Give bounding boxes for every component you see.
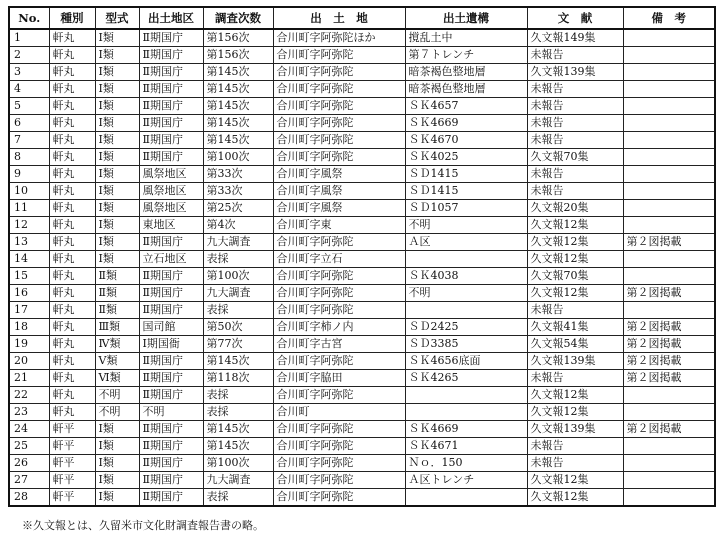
cell-remarks — [623, 81, 715, 98]
cell-reference: 未報告 — [527, 81, 623, 98]
cell-reference: 未報告 — [527, 47, 623, 64]
cell-district: Ⅱ期国庁 — [139, 421, 203, 438]
cell-survey: 九大調査 — [203, 234, 273, 251]
cell-kind: 軒丸 — [49, 268, 95, 285]
cell-remarks — [623, 489, 715, 507]
cell-no: 19 — [9, 336, 49, 353]
cell-remarks: 第２図掲載 — [623, 285, 715, 302]
cell-kind: 軒丸 — [49, 251, 95, 268]
cell-reference: 久文報139集 — [527, 421, 623, 438]
cell-kind: 軒丸 — [49, 336, 95, 353]
cell-reference: 未報告 — [527, 455, 623, 472]
cell-survey: 第100次 — [203, 149, 273, 166]
cell-type: Ⅱ類 — [95, 302, 139, 319]
cell-location: 合川町字阿弥陀 — [273, 115, 405, 132]
cell-feature: ＳＫ4025 — [405, 149, 527, 166]
cell-location: 合川町字阿弥陀 — [273, 81, 405, 98]
table-row — [9, 200, 715, 217]
cell-remarks — [623, 166, 715, 183]
cell-kind: 軒丸 — [49, 132, 95, 149]
cell-reference: 久文報70集 — [527, 149, 623, 166]
cell-type: Ⅰ類 — [95, 149, 139, 166]
table-row — [9, 251, 715, 268]
cell-reference: 未報告 — [527, 166, 623, 183]
cell-survey: 第145次 — [203, 81, 273, 98]
cell-district: Ⅱ期国庁 — [139, 98, 203, 115]
cell-district: Ⅱ期国庁 — [139, 438, 203, 455]
cell-kind: 軒丸 — [49, 29, 95, 47]
cell-reference: 未報告 — [527, 302, 623, 319]
cell-no: 1 — [9, 29, 49, 47]
cell-feature: ＳＤ2425 — [405, 319, 527, 336]
cell-reference: 久文報12集 — [527, 472, 623, 489]
cell-survey: 表採 — [203, 251, 273, 268]
table-row — [9, 472, 715, 489]
header-remarks: 備 考 — [623, 7, 715, 29]
cell-remarks — [623, 47, 715, 64]
cell-feature — [405, 489, 527, 507]
cell-feature: ＳＤ3385 — [405, 336, 527, 353]
cell-no: 23 — [9, 404, 49, 421]
table-row — [9, 268, 715, 285]
cell-feature: ＳＫ4670 — [405, 132, 527, 149]
cell-kind: 軒丸 — [49, 183, 95, 200]
cell-remarks — [623, 268, 715, 285]
header-location: 出 土 地 — [273, 7, 405, 29]
cell-location: 合川町字立石 — [273, 251, 405, 268]
cell-remarks — [623, 132, 715, 149]
cell-survey: 第118次 — [203, 370, 273, 387]
table-row — [9, 98, 715, 115]
cell-kind: 軒丸 — [49, 319, 95, 336]
cell-location: 合川町字阿弥陀 — [273, 234, 405, 251]
cell-reference: 久文報12集 — [527, 251, 623, 268]
cell-district: Ⅱ期国庁 — [139, 234, 203, 251]
cell-no: 16 — [9, 285, 49, 302]
cell-survey: 表採 — [203, 387, 273, 404]
cell-kind: 軒丸 — [49, 387, 95, 404]
cell-location: 合川町字脇田 — [273, 370, 405, 387]
cell-no: 26 — [9, 455, 49, 472]
table-row — [9, 183, 715, 200]
cell-feature: ＳＫ4265 — [405, 370, 527, 387]
cell-kind: 軒丸 — [49, 47, 95, 64]
cell-feature: ＳＫ4671 — [405, 438, 527, 455]
cell-survey: 表採 — [203, 302, 273, 319]
cell-district: Ⅱ期国庁 — [139, 489, 203, 507]
cell-type: Ⅰ類 — [95, 81, 139, 98]
cell-survey: 第77次 — [203, 336, 273, 353]
cell-no: 10 — [9, 183, 49, 200]
cell-type: 不明 — [95, 387, 139, 404]
cell-feature: ＳＤ1415 — [405, 183, 527, 200]
cell-no: 20 — [9, 353, 49, 370]
cell-feature: Ａ区トレンチ — [405, 472, 527, 489]
cell-no: 5 — [9, 98, 49, 115]
table-row — [9, 64, 715, 81]
table-row — [9, 455, 715, 472]
cell-remarks — [623, 29, 715, 47]
cell-remarks — [623, 404, 715, 421]
table-row — [9, 234, 715, 251]
cell-reference: 久文報12集 — [527, 285, 623, 302]
cell-remarks — [623, 387, 715, 404]
cell-no: 25 — [9, 438, 49, 455]
cell-reference: 久文報12集 — [527, 387, 623, 404]
table-row — [9, 489, 715, 507]
cell-remarks: 第２図掲載 — [623, 234, 715, 251]
cell-type: Ⅰ類 — [95, 64, 139, 81]
cell-kind: 軒丸 — [49, 370, 95, 387]
cell-type: Ⅰ類 — [95, 200, 139, 217]
cell-type: Ⅰ類 — [95, 472, 139, 489]
cell-location: 合川町字阿弥陀 — [273, 353, 405, 370]
cell-location: 合川町字阿弥陀 — [273, 421, 405, 438]
cell-reference: 未報告 — [527, 370, 623, 387]
cell-no: 24 — [9, 421, 49, 438]
cell-no: 14 — [9, 251, 49, 268]
cell-survey: 第25次 — [203, 200, 273, 217]
cell-survey: 第100次 — [203, 268, 273, 285]
cell-survey: 第145次 — [203, 132, 273, 149]
document-page — [8, 6, 714, 532]
cell-district: Ⅱ期国庁 — [139, 268, 203, 285]
header-feature: 出土遺構 — [405, 7, 527, 29]
table-row — [9, 166, 715, 183]
cell-type: Ⅵ類 — [95, 370, 139, 387]
cell-feature — [405, 251, 527, 268]
cell-reference: 久文報41集 — [527, 319, 623, 336]
cell-district: Ⅱ期国庁 — [139, 115, 203, 132]
cell-location: 合川町字東 — [273, 217, 405, 234]
cell-feature: ＳＫ4656底面 — [405, 353, 527, 370]
cell-remarks — [623, 472, 715, 489]
cell-district: Ⅱ期国庁 — [139, 47, 203, 64]
cell-district: Ⅱ期国庁 — [139, 29, 203, 47]
cell-no: 22 — [9, 387, 49, 404]
cell-kind: 軒丸 — [49, 81, 95, 98]
cell-district: Ⅱ期国庁 — [139, 285, 203, 302]
excavation-table — [8, 6, 716, 507]
cell-kind: 軒丸 — [49, 234, 95, 251]
table-row — [9, 336, 715, 353]
cell-remarks — [623, 200, 715, 217]
cell-location: 合川町字阿弥陀 — [273, 132, 405, 149]
cell-type: Ⅲ類 — [95, 319, 139, 336]
header-no: No. — [9, 7, 49, 29]
header-kind: 種別 — [49, 7, 95, 29]
cell-feature: ＳＤ1057 — [405, 200, 527, 217]
cell-location: 合川町字阿弥陀 — [273, 472, 405, 489]
cell-kind: 軒平 — [49, 421, 95, 438]
cell-no: 6 — [9, 115, 49, 132]
header-reference: 文 献 — [527, 7, 623, 29]
cell-type: Ⅰ類 — [95, 115, 139, 132]
cell-feature: 暗茶褐色整地層 — [405, 64, 527, 81]
cell-type: Ⅰ類 — [95, 132, 139, 149]
cell-kind: 軒丸 — [49, 149, 95, 166]
cell-remarks — [623, 64, 715, 81]
cell-remarks — [623, 438, 715, 455]
cell-type: Ⅰ類 — [95, 421, 139, 438]
header-type: 型式 — [95, 7, 139, 29]
cell-feature: ＳＫ4669 — [405, 115, 527, 132]
cell-no: 4 — [9, 81, 49, 98]
cell-district: Ⅱ期国庁 — [139, 81, 203, 98]
cell-type: Ⅴ類 — [95, 353, 139, 370]
cell-kind: 軒平 — [49, 438, 95, 455]
cell-location: 合川町字阿弥陀 — [273, 285, 405, 302]
cell-no: 21 — [9, 370, 49, 387]
cell-remarks: 第２図掲載 — [623, 319, 715, 336]
cell-type: Ⅰ類 — [95, 98, 139, 115]
cell-location: 合川町字柿ノ内 — [273, 319, 405, 336]
cell-location: 合川町字阿弥陀 — [273, 387, 405, 404]
cell-reference: 未報告 — [527, 183, 623, 200]
table-row — [9, 404, 715, 421]
cell-kind: 軒丸 — [49, 166, 95, 183]
cell-location: 合川町字風祭 — [273, 166, 405, 183]
cell-kind: 軒丸 — [49, 200, 95, 217]
cell-district: 風祭地区 — [139, 166, 203, 183]
cell-feature: ＳＫ4669 — [405, 421, 527, 438]
cell-type: Ⅱ類 — [95, 285, 139, 302]
cell-district: 風祭地区 — [139, 183, 203, 200]
cell-remarks — [623, 115, 715, 132]
table-row — [9, 132, 715, 149]
cell-location: 合川町字阿弥陀 — [273, 98, 405, 115]
cell-district: Ⅱ期国庁 — [139, 353, 203, 370]
cell-district: Ⅱ期国庁 — [139, 149, 203, 166]
cell-reference: 未報告 — [527, 438, 623, 455]
cell-location: 合川町字阿弥陀 — [273, 489, 405, 507]
cell-feature: Ａ区 — [405, 234, 527, 251]
cell-reference: 未報告 — [527, 132, 623, 149]
cell-kind: 軒丸 — [49, 64, 95, 81]
cell-kind: 軒丸 — [49, 302, 95, 319]
cell-feature: ＳＫ4038 — [405, 268, 527, 285]
cell-district: Ⅱ期国庁 — [139, 370, 203, 387]
cell-type: Ⅰ類 — [95, 183, 139, 200]
table-row — [9, 81, 715, 98]
cell-no: 27 — [9, 472, 49, 489]
table-row — [9, 302, 715, 319]
cell-survey: 第145次 — [203, 115, 273, 132]
cell-type: Ⅰ類 — [95, 489, 139, 507]
cell-reference: 久文報12集 — [527, 217, 623, 234]
cell-kind: 軒丸 — [49, 404, 95, 421]
cell-survey: 第145次 — [203, 353, 273, 370]
cell-kind: 軒平 — [49, 455, 95, 472]
cell-location: 合川町字阿弥陀 — [273, 268, 405, 285]
cell-reference: 久文報70集 — [527, 268, 623, 285]
cell-type: 不明 — [95, 404, 139, 421]
cell-type: Ⅱ類 — [95, 268, 139, 285]
cell-district: 不明 — [139, 404, 203, 421]
table-row — [9, 370, 715, 387]
cell-reference: 久文報149集 — [527, 29, 623, 47]
header-survey: 調査次数 — [203, 7, 273, 29]
cell-survey: 表採 — [203, 404, 273, 421]
cell-type: Ⅰ類 — [95, 438, 139, 455]
cell-remarks — [623, 251, 715, 268]
cell-feature: 不明 — [405, 217, 527, 234]
table-row — [9, 217, 715, 234]
cell-district: Ⅰ期国衙 — [139, 336, 203, 353]
cell-location: 合川町字阿弥陀ほか — [273, 29, 405, 47]
cell-location: 合川町字阿弥陀 — [273, 302, 405, 319]
cell-no: 12 — [9, 217, 49, 234]
cell-no: 9 — [9, 166, 49, 183]
table-row — [9, 115, 715, 132]
table-row — [9, 47, 715, 64]
cell-remarks: 第２図掲載 — [623, 353, 715, 370]
cell-location: 合川町字阿弥陀 — [273, 64, 405, 81]
cell-survey: 第33次 — [203, 166, 273, 183]
cell-location: 合川町字阿弥陀 — [273, 47, 405, 64]
cell-district: Ⅱ期国庁 — [139, 472, 203, 489]
cell-district: Ⅱ期国庁 — [139, 64, 203, 81]
table-row — [9, 353, 715, 370]
table-row — [9, 387, 715, 404]
cell-district: 風祭地区 — [139, 200, 203, 217]
table-row — [9, 421, 715, 438]
cell-location: 合川町字阿弥陀 — [273, 455, 405, 472]
cell-type: Ⅰ類 — [95, 251, 139, 268]
cell-no: 3 — [9, 64, 49, 81]
cell-type: Ⅰ類 — [95, 47, 139, 64]
cell-remarks — [623, 217, 715, 234]
cell-remarks — [623, 98, 715, 115]
cell-district: Ⅱ期国庁 — [139, 302, 203, 319]
cell-survey: 九大調査 — [203, 472, 273, 489]
footnote: ※久文報とは、久留米市文化財調査報告書の略。 — [22, 519, 264, 532]
cell-kind: 軒平 — [49, 472, 95, 489]
cell-survey: 表採 — [203, 489, 273, 507]
cell-feature: 暗茶褐色整地層 — [405, 81, 527, 98]
cell-location: 合川町字阿弥陀 — [273, 438, 405, 455]
header-row — [9, 7, 715, 29]
cell-reference: 久文報12集 — [527, 234, 623, 251]
cell-survey: 第100次 — [203, 455, 273, 472]
cell-district: Ⅱ期国庁 — [139, 132, 203, 149]
cell-type: Ⅰ類 — [95, 217, 139, 234]
cell-type: Ⅰ類 — [95, 166, 139, 183]
header-district: 出土地区 — [139, 7, 203, 29]
cell-remarks — [623, 455, 715, 472]
cell-no: 13 — [9, 234, 49, 251]
cell-reference: 久文報12集 — [527, 489, 623, 507]
cell-district: Ⅱ期国庁 — [139, 455, 203, 472]
cell-feature — [405, 404, 527, 421]
cell-kind: 軒丸 — [49, 353, 95, 370]
cell-kind: 軒丸 — [49, 217, 95, 234]
cell-no: 2 — [9, 47, 49, 64]
cell-no: 18 — [9, 319, 49, 336]
cell-remarks — [623, 149, 715, 166]
cell-reference: 久文報20集 — [527, 200, 623, 217]
cell-survey: 第145次 — [203, 98, 273, 115]
cell-kind: 軒丸 — [49, 98, 95, 115]
cell-kind: 軒平 — [49, 489, 95, 507]
table-row — [9, 149, 715, 166]
cell-remarks: 第２図掲載 — [623, 336, 715, 353]
cell-reference: 久文報139集 — [527, 353, 623, 370]
cell-feature: Ｎｏ．150 — [405, 455, 527, 472]
cell-location: 合川町字阿弥陀 — [273, 149, 405, 166]
cell-feature: ＳＫ4657 — [405, 98, 527, 115]
cell-location: 合川町字古宮 — [273, 336, 405, 353]
table-row — [9, 29, 715, 47]
cell-survey: 第156次 — [203, 29, 273, 47]
cell-type: Ⅰ類 — [95, 234, 139, 251]
cell-reference: 久文報139集 — [527, 64, 623, 81]
cell-feature — [405, 302, 527, 319]
cell-no: 8 — [9, 149, 49, 166]
cell-type: Ⅰ類 — [95, 29, 139, 47]
cell-kind: 軒丸 — [49, 115, 95, 132]
cell-location: 合川町字風祭 — [273, 200, 405, 217]
cell-location: 合川町字風祭 — [273, 183, 405, 200]
cell-survey: 第145次 — [203, 438, 273, 455]
cell-feature — [405, 387, 527, 404]
cell-remarks — [623, 302, 715, 319]
cell-remarks — [623, 183, 715, 200]
cell-no: 17 — [9, 302, 49, 319]
cell-district: 国司館 — [139, 319, 203, 336]
cell-reference: 未報告 — [527, 98, 623, 115]
cell-kind: 軒丸 — [49, 285, 95, 302]
cell-survey: 第145次 — [203, 421, 273, 438]
cell-survey: 第145次 — [203, 64, 273, 81]
cell-survey: 第50次 — [203, 319, 273, 336]
table-row — [9, 438, 715, 455]
cell-district: 東地区 — [139, 217, 203, 234]
table-row — [9, 285, 715, 302]
cell-no: 28 — [9, 489, 49, 507]
cell-feature: 不明 — [405, 285, 527, 302]
cell-reference: 久文報54集 — [527, 336, 623, 353]
cell-type: Ⅰ類 — [95, 455, 139, 472]
cell-survey: 第4次 — [203, 217, 273, 234]
cell-district: Ⅱ期国庁 — [139, 387, 203, 404]
cell-reference: 久文報12集 — [527, 404, 623, 421]
cell-no: 11 — [9, 200, 49, 217]
cell-no: 15 — [9, 268, 49, 285]
cell-location: 合川町 — [273, 404, 405, 421]
cell-feature: ＳＤ1415 — [405, 166, 527, 183]
cell-reference: 未報告 — [527, 115, 623, 132]
cell-type: Ⅳ類 — [95, 336, 139, 353]
cell-district: 立石地区 — [139, 251, 203, 268]
cell-feature: 第７トレンチ — [405, 47, 527, 64]
cell-remarks: 第２図掲載 — [623, 370, 715, 387]
cell-survey: 九大調査 — [203, 285, 273, 302]
cell-survey: 第33次 — [203, 183, 273, 200]
cell-no: 7 — [9, 132, 49, 149]
cell-remarks: 第２図掲載 — [623, 421, 715, 438]
cell-feature: 撹乱土中 — [405, 29, 527, 47]
cell-survey: 第156次 — [203, 47, 273, 64]
table-row — [9, 319, 715, 336]
